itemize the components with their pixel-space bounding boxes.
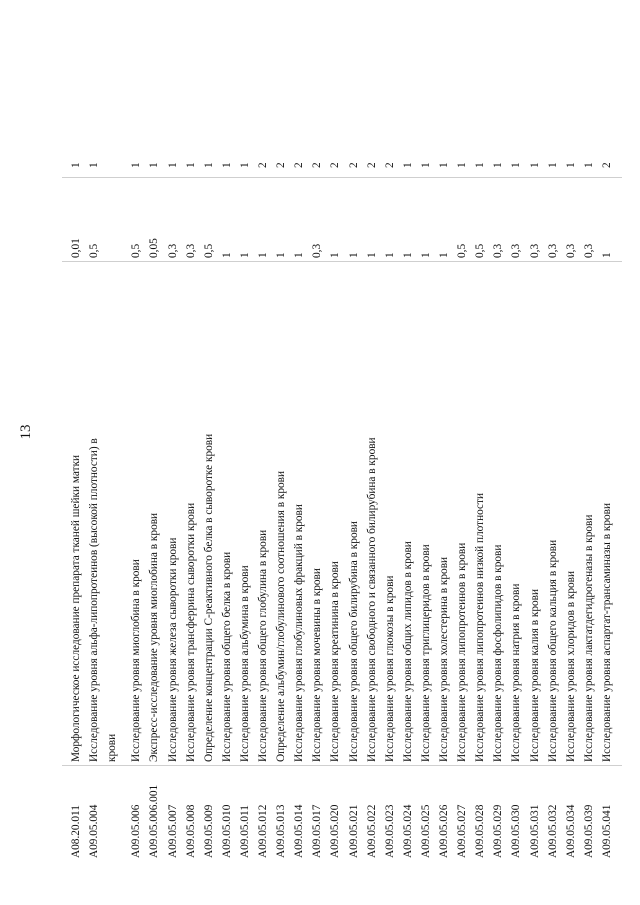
multiplicity-value: 2 [257,162,269,168]
procedure-code: A09.05.029 [492,804,505,858]
multiplicity-value: 1 [582,162,595,168]
procedure-name: Исследование уровня липопротеинов в крови [456,542,469,762]
frequency-value: 0,5 [474,243,487,258]
procedure-name: крови [106,733,119,762]
procedure-name: Исследование уровня общего белка в крови [220,551,233,762]
procedure-name: Исследование уровня общих липидов в крови [401,541,414,762]
table-row [221,48,234,858]
multiplicity-value: 1 [130,162,143,168]
multiplicity-value: 1 [184,162,197,168]
multiplicity-value: 2 [293,162,306,168]
page-number: 13 [18,424,34,440]
rotated-table [62,48,622,858]
table-row [601,48,614,858]
procedure-name: Исследование уровня калия в крови [528,588,541,762]
table-row [88,48,101,858]
multiplicity-value: 2 [383,162,396,168]
table-row [420,48,433,858]
procedure-name: Исследование уровня глобулиновых фракций в крови [293,504,306,762]
procedure-code: A09.05.011 [238,805,251,858]
table-row [474,48,487,858]
table-row [311,48,324,858]
procedure-name: Исследование уровня альбумина в крови [238,565,251,762]
table-row [239,48,252,858]
multiplicity-value: 1 [70,162,82,168]
table-row [293,48,306,858]
procedure-code: A09.05.006.001 [148,784,161,858]
frequency-value: 1 [275,252,288,258]
procedure-code: A09.05.006 [130,804,143,858]
procedure-name: Исследование уровня хлоридов в крови [564,570,577,762]
frequency-value: 0,3 [564,243,577,258]
procedure-code: A09.05.023 [383,804,396,858]
frequency-value: 0,5 [456,243,469,258]
procedure-code: A09.05.026 [438,804,450,858]
frequency-value: 1 [293,252,306,258]
table-row [275,48,288,858]
frequency-value: 1 [329,252,342,258]
multiplicity-value: 1 [438,162,450,168]
procedure-code: A09.05.009 [202,804,215,858]
table-row [185,48,198,858]
procedure-code: A09.05.010 [220,804,233,858]
procedure-name: Исследование уровня лактатдегидрогеназы в крови [582,514,595,762]
frequency-value: 0,3 [492,243,505,258]
multiplicity-value: 1 [474,162,487,168]
procedure-name: Исследование уровня аспартат-трансаминазы в крови [600,502,613,762]
table-row [167,48,180,858]
frequency-value: 0,3 [184,243,197,258]
procedure-code: A09.05.017 [311,804,324,858]
procedure-code: A09.05.027 [456,804,469,858]
procedure-name: Исследование уровня общего глобулина в крови [257,529,269,762]
multiplicity-value: 2 [311,162,324,168]
multiplicity-value: 1 [419,162,432,168]
frequency-value: 0,05 [148,238,161,258]
multiplicity-value: 2 [365,162,378,168]
table-row [492,48,505,858]
procedure-name: Исследование уровня миоглобина в крови [130,559,143,762]
frequency-value: 1 [257,252,269,258]
procedure-code: A09.05.021 [347,804,360,858]
table-row [583,48,596,858]
table-row [106,48,119,858]
frequency-value: 0,5 [88,243,101,258]
table-row [348,48,361,858]
procedure-name: Исследование уровня липопротеинов низкой плотности [474,492,487,762]
multiplicity-value: 1 [88,162,101,168]
procedure-code: A08.20.011 [70,805,82,858]
table-row [438,48,451,858]
multiplicity-value: 2 [275,162,288,168]
frequency-value: 0,3 [510,243,523,258]
frequency-value: 1 [365,252,378,258]
procedure-name: Исследование уровня свободного и связанного билирубина в крови [365,437,378,762]
multiplicity-value: 1 [220,162,233,168]
procedure-code: A09.05.041 [600,804,613,858]
table-row [384,48,397,858]
frequency-value: 1 [238,252,251,258]
multiplicity-value: 2 [600,162,613,168]
frequency-value: 1 [401,252,414,258]
procedure-name: Исследование уровня альфа-липопротеинов (высокой плотности) в [88,438,101,762]
table-row [510,48,523,858]
frequency-value: 0,3 [528,243,541,258]
table-row [456,48,469,858]
procedure-code: A09.05.012 [257,804,269,858]
multiplicity-value: 1 [238,162,251,168]
procedure-code: A09.05.022 [365,804,378,858]
multiplicity-value: 2 [347,162,360,168]
multiplicity-value: 1 [148,162,161,168]
procedure-name: Исследование уровня глюкозы в крови [383,575,396,762]
frequency-value: 0,3 [311,243,324,258]
multiplicity-value: 1 [546,162,559,168]
multiplicity-value: 1 [202,162,215,168]
frequency-value: 0,5 [202,243,215,258]
table-row [529,48,542,858]
procedure-code: A09.05.025 [419,804,432,858]
procedure-code: A09.05.020 [329,804,342,858]
procedure-code: A09.05.004 [88,804,101,858]
procedure-name: Исследование уровня железа сыворотки крови [166,537,179,762]
multiplicity-value: 1 [528,162,541,168]
multiplicity-value: 2 [329,162,342,168]
table-row [366,48,379,858]
procedure-code: A09.05.024 [401,804,414,858]
procedure-name: Исследование уровня общего кальция в крови [546,539,559,762]
procedure-code: A09.05.031 [528,804,541,858]
table-row [565,48,578,858]
table-row [257,48,270,858]
procedure-name: Исследование уровня фосфолипидов в крови [492,544,505,762]
procedure-name: Исследование уровня натрия в крови [510,583,523,762]
procedure-code: A09.05.039 [582,804,595,858]
procedure-name: Исследование уровня триглицеридов в крови [419,544,432,762]
multiplicity-value: 1 [401,162,414,168]
procedure-name: Определение альбумин/глобулинового соотношения в крови [275,470,288,762]
table-row [203,48,216,858]
procedure-code: A09.05.007 [166,804,179,858]
procedure-name: Экспресс-исследование уровня миоглобина в крови [148,512,161,762]
frequency-value: 0,3 [582,243,595,258]
procedure-name: Исследование уровня трансферрина сыворотки крови [184,502,197,762]
procedure-name: Определение концентрации С-реактивного белка в сыворотке крови [202,433,215,762]
frequency-value: 0,5 [130,243,143,258]
table-row [130,48,143,858]
frequency-value: 1 [438,252,450,258]
multiplicity-value: 1 [564,162,577,168]
procedure-code: A09.05.013 [275,804,288,858]
procedure-name: Исследование уровня холестерина в крови [438,556,450,762]
multiplicity-value: 1 [166,162,179,168]
frequency-value: 1 [383,252,396,258]
procedure-code: A09.05.030 [510,804,523,858]
frequency-value: 1 [347,252,360,258]
frequency-value: 0,01 [70,238,82,258]
procedure-code: A09.05.034 [564,804,577,858]
frequency-value: 1 [600,252,613,258]
procedure-name: Исследование уровня креатинина в крови [329,561,342,762]
procedure-code: A09.05.028 [474,804,487,858]
table-row [402,48,415,858]
multiplicity-value: 1 [456,162,469,168]
table-row [329,48,342,858]
frequency-value: 0,3 [166,243,179,258]
multiplicity-value: 1 [492,162,505,168]
frequency-value: 1 [419,252,432,258]
procedure-code: A09.05.014 [293,804,306,858]
frequency-value: 0,3 [546,243,559,258]
table-row [547,48,560,858]
frequency-value: 1 [220,252,233,258]
procedure-code: A09.05.032 [546,804,559,858]
procedure-name: Исследование уровня общего билирубина в крови [347,521,360,762]
procedure-name: Морфологическое исследование препарата тканей шейки матки [70,454,82,762]
table-row [148,48,161,858]
procedure-code: A09.05.008 [184,804,197,858]
table-row [70,48,83,858]
multiplicity-value: 1 [510,162,523,168]
procedure-name: Исследование уровня мочевины в крови [311,568,324,762]
